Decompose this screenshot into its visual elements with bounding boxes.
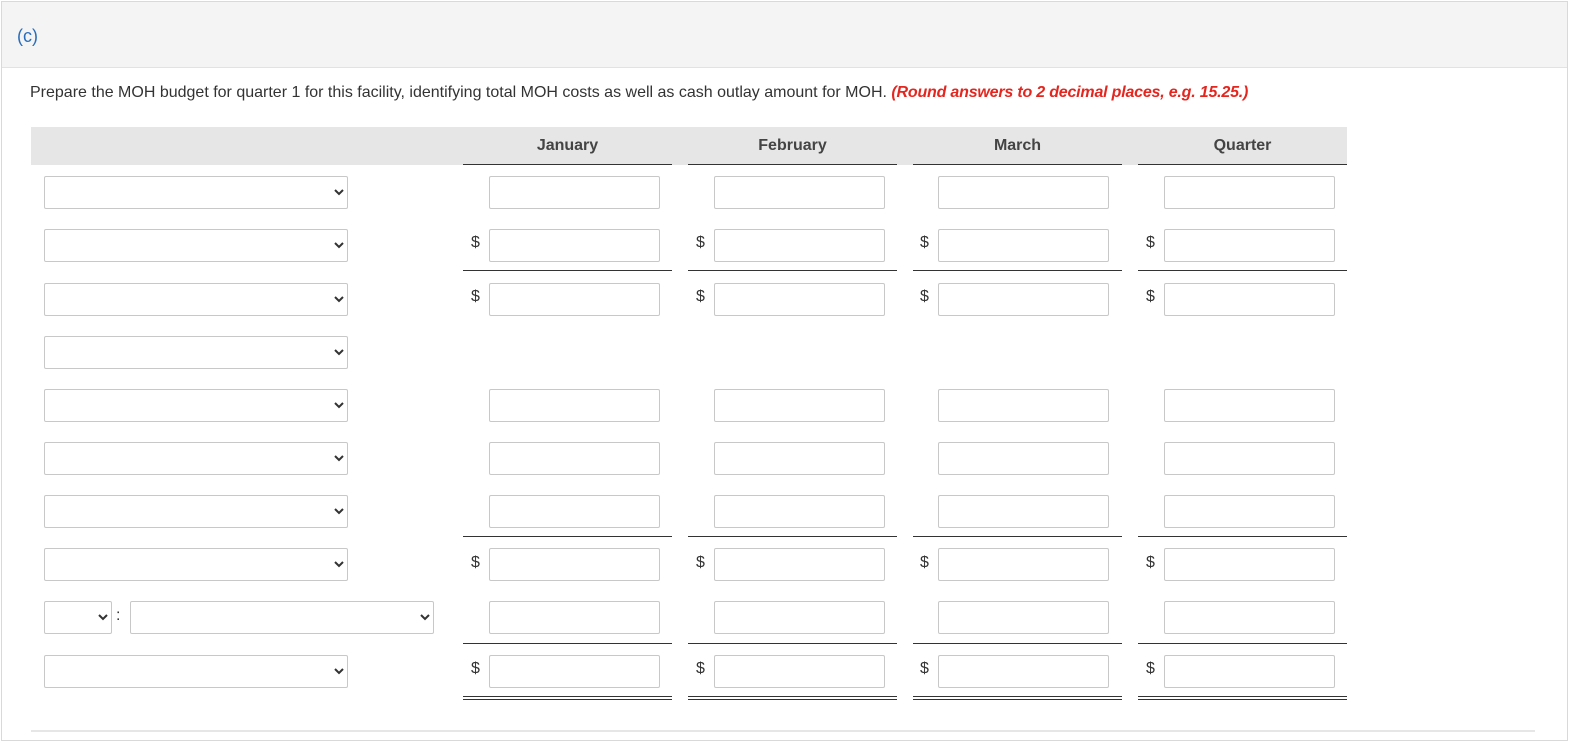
row-8-march-input[interactable]: [938, 548, 1109, 581]
row-3-quarter-input[interactable]: [1164, 283, 1335, 316]
dollar-sign: $: [471, 288, 480, 305]
row-3-january-input[interactable]: [489, 283, 660, 316]
row-10-label-dropdown[interactable]: [44, 655, 348, 688]
row-2-quarter-input[interactable]: [1164, 229, 1335, 262]
dollar-sign: $: [471, 660, 480, 677]
section-divider: [31, 730, 1535, 732]
column-header-january: January: [463, 127, 672, 165]
subtotal-rule: [463, 536, 672, 537]
row-8-label-dropdown[interactable]: [44, 548, 348, 581]
dollar-sign: $: [920, 234, 929, 251]
row-5-january-input[interactable]: [489, 389, 660, 422]
row-1-january-input[interactable]: [489, 176, 660, 209]
column-header-february: February: [688, 127, 897, 165]
dollar-sign: $: [471, 234, 480, 251]
row-9-label-dropdown[interactable]: [130, 601, 434, 634]
dollar-sign: $: [696, 554, 705, 571]
row-8-february-input[interactable]: [714, 548, 885, 581]
subtotal-rule: [913, 536, 1122, 537]
dollar-sign: $: [471, 554, 480, 571]
row-4-label-dropdown[interactable]: [44, 336, 348, 369]
row-9-january-input[interactable]: [489, 601, 660, 634]
row-7-quarter-input[interactable]: [1164, 495, 1335, 528]
row-6-february-input[interactable]: [714, 442, 885, 475]
subtotal-rule: [688, 536, 897, 537]
subtotal-rule: [1138, 643, 1347, 644]
subtotal-rule: [688, 270, 897, 271]
row-7-january-input[interactable]: [489, 495, 660, 528]
row-6-march-input[interactable]: [938, 442, 1109, 475]
dollar-sign: $: [920, 288, 929, 305]
row-9-separator: :: [116, 607, 121, 624]
row-6-january-input[interactable]: [489, 442, 660, 475]
row-1-march-input[interactable]: [938, 176, 1109, 209]
row-5-february-input[interactable]: [714, 389, 885, 422]
subtotal-rule: [913, 270, 1122, 271]
row-5-label-dropdown[interactable]: [44, 389, 348, 422]
total-double-rule: [463, 696, 672, 700]
row-10-february-input[interactable]: [714, 655, 885, 688]
row-6-quarter-input[interactable]: [1164, 442, 1335, 475]
row-7-march-input[interactable]: [938, 495, 1109, 528]
row-3-march-input[interactable]: [938, 283, 1109, 316]
column-header-quarter: Quarter: [1138, 127, 1347, 165]
row-8-january-input[interactable]: [489, 548, 660, 581]
dollar-sign: $: [696, 234, 705, 251]
subtotal-rule: [1138, 270, 1347, 271]
dollar-sign: $: [920, 660, 929, 677]
subtotal-rule: [688, 643, 897, 644]
column-header-march: March: [913, 127, 1122, 165]
row-8-quarter-input[interactable]: [1164, 548, 1335, 581]
rounding-note: (Round answers to 2 decimal places, e.g. 15.25.): [891, 84, 1249, 101]
total-double-rule: [913, 696, 1122, 700]
row-1-quarter-input[interactable]: [1164, 176, 1335, 209]
row-1-label-dropdown[interactable]: [44, 176, 348, 209]
row-10-march-input[interactable]: [938, 655, 1109, 688]
dollar-sign: $: [1146, 288, 1155, 305]
row-9-march-input[interactable]: [938, 601, 1109, 634]
row-2-february-input[interactable]: [714, 229, 885, 262]
row-3-label-dropdown[interactable]: [44, 283, 348, 316]
dollar-sign: $: [920, 554, 929, 571]
row-1-february-input[interactable]: [714, 176, 885, 209]
row-9-february-input[interactable]: [714, 601, 885, 634]
dollar-sign: $: [696, 288, 705, 305]
dollar-sign: $: [1146, 234, 1155, 251]
row-7-february-input[interactable]: [714, 495, 885, 528]
instructions-text: Prepare the MOH budget for quarter 1 for this facility, identifying total MOH costs as well as cash outlay amount for MOH.: [30, 84, 887, 101]
row-6-label-dropdown[interactable]: [44, 442, 348, 475]
total-double-rule: [1138, 696, 1347, 700]
row-9-quarter-input[interactable]: [1164, 601, 1335, 634]
subtotal-rule: [463, 270, 672, 271]
row-2-label-dropdown[interactable]: [44, 229, 348, 262]
row-2-january-input[interactable]: [489, 229, 660, 262]
row-2-march-input[interactable]: [938, 229, 1109, 262]
dollar-sign: $: [1146, 554, 1155, 571]
row-9-prefix-dropdown[interactable]: [44, 601, 112, 634]
row-10-quarter-input[interactable]: [1164, 655, 1335, 688]
subtotal-rule: [913, 643, 1122, 644]
subtotal-rule: [463, 643, 672, 644]
instructions: [30, 84, 1248, 102]
dollar-sign: $: [696, 660, 705, 677]
total-double-rule: [688, 696, 897, 700]
row-5-quarter-input[interactable]: [1164, 389, 1335, 422]
row-10-january-input[interactable]: [489, 655, 660, 688]
row-5-march-input[interactable]: [938, 389, 1109, 422]
panel-header: [2, 2, 1567, 68]
dollar-sign: $: [1146, 660, 1155, 677]
row-3-february-input[interactable]: [714, 283, 885, 316]
subtotal-rule: [1138, 536, 1347, 537]
part-label: (c): [17, 26, 38, 46]
row-7-label-dropdown[interactable]: [44, 495, 348, 528]
